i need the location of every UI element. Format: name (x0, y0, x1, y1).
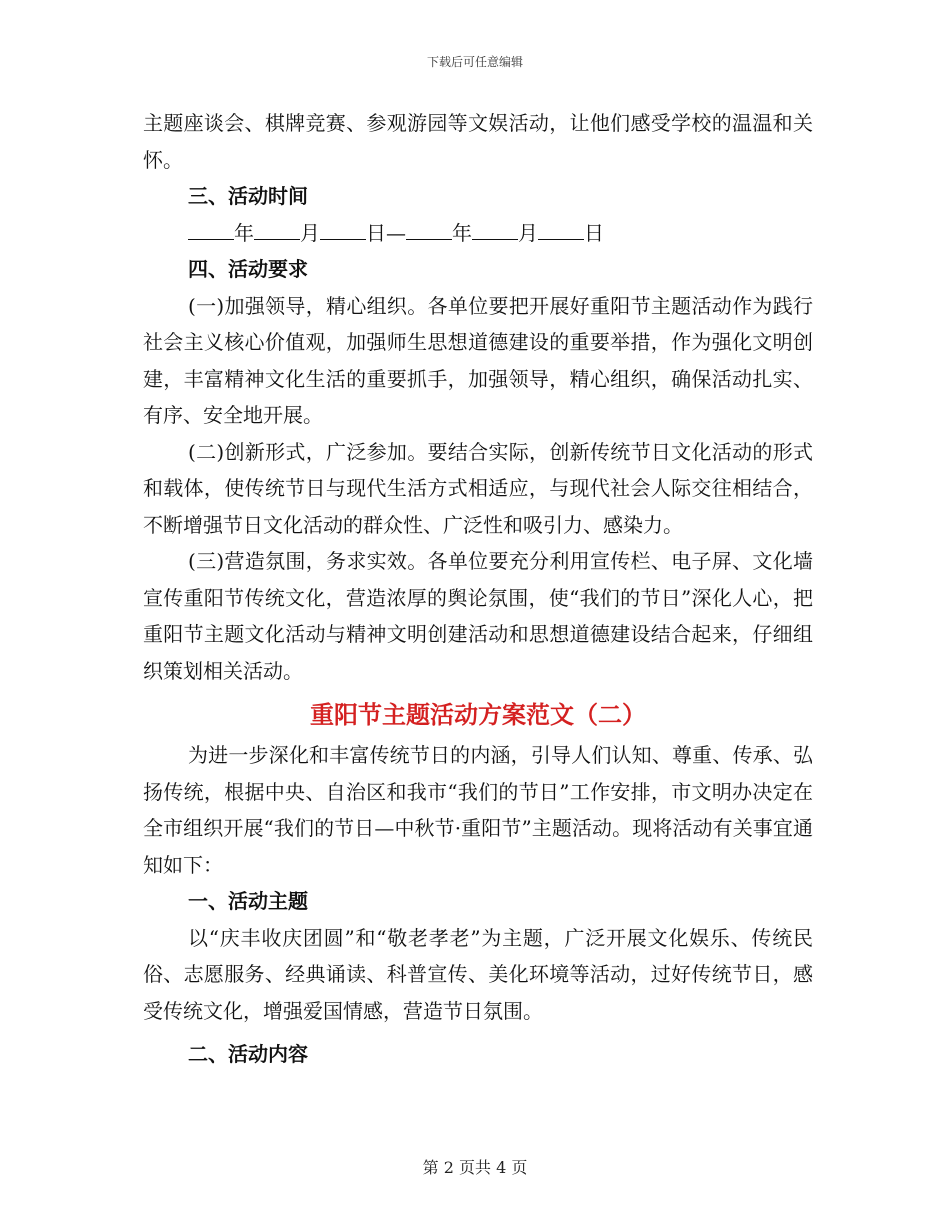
heading-activity-content: 二、活动内容 (188, 1042, 308, 1066)
intro-paragraph: 为进一步深化和丰富传统节日的内涵，引导人们认知、尊重、传承、弘扬传统，根据中央、自治区和我市“我们的节日”工作安排，市文明办决定在全市组织开展“我们的节日—中秋节·重阳节”主题活动。现将活动有关事宜通知如下： (143, 743, 813, 877)
date-unit: 年 (452, 220, 472, 245)
date-unit: 日 (584, 220, 604, 245)
date-unit: 月 (518, 220, 538, 245)
section-title: 重阳节主题活动方案范文（二） (310, 700, 646, 729)
document-body (143, 105, 813, 1073)
blank-underline (538, 221, 584, 240)
requirement-paragraph-2: (二)创新形式，广泛参加。要结合实际，创新传统节日文化活动的形式和载体，使传统节日与现代生活方式相适应，与现代社会人际交往相结合，不断增强节日文化活动的群众性、广泛性和吸引力、感染力。 (143, 439, 813, 537)
page-number-footer: 第 2 页共 4 页 (422, 1158, 528, 1177)
blank-underline (406, 221, 452, 240)
blank-underline (188, 221, 234, 240)
page-header-note: 下载后可任意编辑 (426, 55, 523, 69)
requirement-paragraph-1: (一)加强领导，精心组织。各单位要把开展好重阳节主题活动作为践行社会主义核心价值观，加强师生思想道德建设的重要举措，作为强化文明创建，丰富精神文化生活的重要抓手，加强领导，精心组织，确保活动扎实、有序、安全地开展。 (143, 293, 813, 427)
blank-underline (254, 221, 300, 240)
heading-activity-time: 三、活动时间 (188, 184, 308, 208)
date-unit: 月 (300, 220, 320, 245)
date-fill-line (143, 215, 813, 252)
blank-underline (320, 221, 366, 240)
date-unit: 年 (234, 220, 254, 245)
heading-activity-requirements: 四、活动要求 (188, 257, 308, 281)
heading-activity-theme: 一、活动主题 (188, 889, 308, 913)
date-unit: 日— (366, 220, 406, 245)
paragraph-continuation: 主题座谈会、棋牌竞赛、参观游园等文娱活动，让他们感受学校的温温和关怀。 (143, 111, 813, 172)
theme-paragraph: 以“庆丰收庆团圆”和“敬老孝老”为主题，广泛开展文化娱乐、传统民俗、志愿服务、经典诵读、科普宣传、美化环境等活动，过好传统节日，感受传统文化，增强爱国情感，营造节日氛围。 (143, 925, 813, 1023)
blank-underline (472, 221, 518, 240)
requirement-paragraph-3: (三)营造氛围，务求实效。各单位要充分利用宣传栏、电子屏、文化墙宣传重阳节传统文化，营造浓厚的舆论氛围，使“我们的节日”深化人心，把重阳节主题文化活动与精神文明创建活动和思想道德建设结合起来，仔细组织策划相关活动。 (143, 549, 813, 683)
